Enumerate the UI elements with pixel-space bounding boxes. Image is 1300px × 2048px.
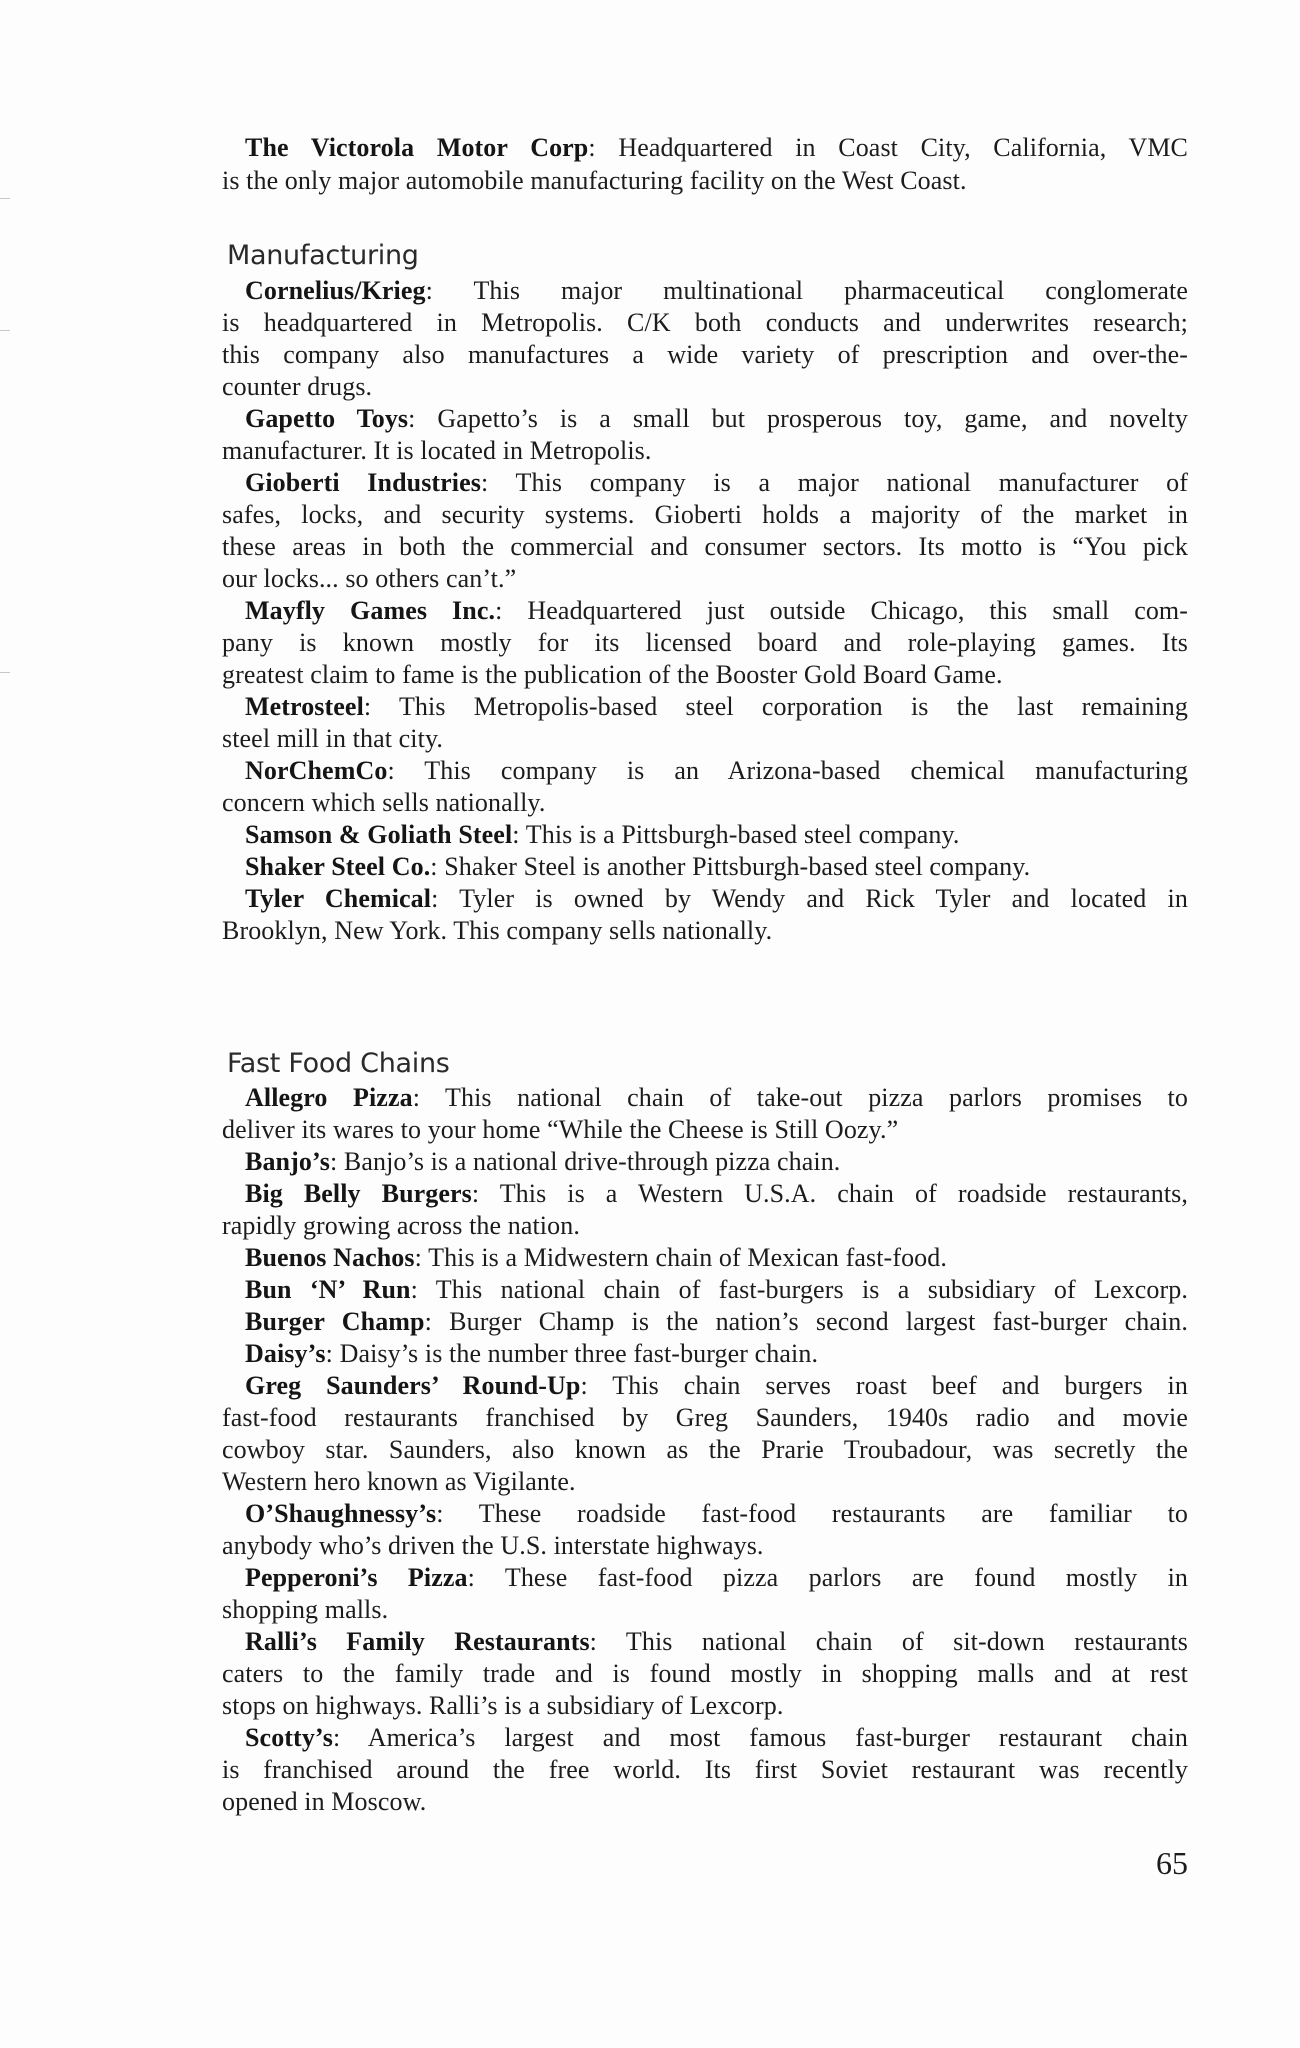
entry-line: Pepperoni’s Pizza: These fast-food pizza parlors are found mostly in xyxy=(245,1563,1188,1592)
page-number: 65 xyxy=(1156,1845,1188,1881)
scan-artifact xyxy=(0,198,10,199)
entry-line: Western hero known as Vigilante. xyxy=(222,1467,576,1496)
entry-name: Metrosteel xyxy=(245,692,364,721)
entry-name: Banjo’s xyxy=(245,1147,330,1176)
entry-line: Big Belly Burgers: This is a Western U.S.A. chain of roadside restaurants, xyxy=(245,1179,1188,1208)
entry-name: Buenos Nachos xyxy=(245,1243,415,1272)
entry-line: shopping malls. xyxy=(222,1595,389,1624)
entry-line: Greg Saunders’ Round-Up: This chain serves roast beef and burgers in xyxy=(245,1371,1188,1400)
entry-name: Burger Champ xyxy=(245,1307,425,1336)
entry-line: Burger Champ: Burger Champ is the nation’s second largest fast-burger chain. xyxy=(245,1307,1188,1336)
entry-line: Banjo’s: Banjo’s is a national drive-through pizza chain. xyxy=(245,1147,841,1176)
scan-artifact xyxy=(0,330,10,331)
entry-name: NorChemCo xyxy=(245,756,388,785)
entry-name: Mayfly Games Inc. xyxy=(245,596,496,625)
entry-line: NorChemCo: This company is an Arizona-based chemical manufacturing xyxy=(245,756,1188,785)
entry-line: counter drugs. xyxy=(222,372,373,401)
entry-line: manufacturer. It is located in Metropolis. xyxy=(222,436,652,465)
entry-line: cowboy star. Saunders, also known as the Prarie Troubadour, was secretly the xyxy=(222,1435,1188,1464)
entry-name: Scotty’s xyxy=(245,1723,333,1752)
section-heading-manufacturing: Manufacturing xyxy=(227,240,419,271)
entry-line: Ralli’s Family Restaurants: This national chain of sit-down restaurants xyxy=(245,1627,1188,1656)
entry-line: The Victorola Motor Corp: Headquartered in Coast City, California, VMC xyxy=(245,133,1188,162)
entry-line: Samson & Goliath Steel: This is a Pittsburgh-based steel company. xyxy=(245,820,960,849)
entry-line: is franchised around the free world. Its first Soviet restaurant was recently xyxy=(222,1755,1188,1784)
entry-line: Bun ‘N’ Run: This national chain of fast-burgers is a subsidiary of Lexcorp. xyxy=(245,1275,1188,1304)
entry-line: pany is known mostly for its licensed board and role-playing games. Its xyxy=(222,628,1188,657)
entry-line: Daisy’s: Daisy’s is the number three fast-burger chain. xyxy=(245,1339,819,1368)
entry-name: Gapetto Toys xyxy=(245,404,409,433)
entry-line: Cornelius/Krieg: This major multinational pharmaceutical conglomerate xyxy=(245,276,1188,305)
entry-name: The Victorola Motor Corp xyxy=(245,133,589,162)
entry-line: these areas in both the commercial and consumer sectors. Its motto is “You pick xyxy=(222,532,1188,561)
section-heading-fast-food-chains: Fast Food Chains xyxy=(227,1048,450,1079)
entry-line: Gioberti Industries: This company is a major national manufacturer of xyxy=(245,468,1188,497)
entry-line: Tyler Chemical: Tyler is owned by Wendy and Rick Tyler and located in xyxy=(245,884,1188,913)
entry-line: Metrosteel: This Metropolis-based steel corporation is the last remaining xyxy=(245,692,1188,721)
entry-name: Tyler Chemical xyxy=(245,884,432,913)
entry-line: steel mill in that city. xyxy=(222,724,443,753)
entry-line: safes, locks, and security systems. Gioberti holds a majority of the market in xyxy=(222,500,1188,529)
entry-line: Scotty’s: America’s largest and most famous fast-burger restaurant chain xyxy=(245,1723,1188,1752)
entry-name: Gioberti Industries xyxy=(245,468,481,497)
entry-line: Shaker Steel Co.: Shaker Steel is another Pittsburgh-based steel company. xyxy=(245,852,1031,881)
scan-artifact xyxy=(0,672,10,673)
entry-line: O’Shaughnessy’s: These roadside fast-food restaurants are familiar to xyxy=(245,1499,1188,1528)
entry-line: anybody who’s driven the U.S. interstate highways. xyxy=(222,1531,764,1560)
entry-line: opened in Moscow. xyxy=(222,1787,427,1816)
entry-name: Bun ‘N’ Run xyxy=(245,1275,411,1304)
entry-name: Pepperoni’s Pizza xyxy=(245,1563,468,1592)
entry-name: Allegro Pizza xyxy=(245,1083,413,1112)
entry-name: Shaker Steel Co. xyxy=(245,852,431,881)
entry-name: Samson & Goliath Steel xyxy=(245,820,513,849)
entry-line: concern which sells nationally. xyxy=(222,788,546,817)
entry-name: Cornelius/Krieg xyxy=(245,276,426,305)
entry-name: Greg Saunders’ Round-Up xyxy=(245,1371,581,1400)
entry-line: this company also manufactures a wide variety of prescription and over-the- xyxy=(222,340,1188,369)
entry-line: Brooklyn, New York. This company sells nationally. xyxy=(222,916,773,945)
entry-line: deliver its wares to your home “While the Cheese is Still Oozy.” xyxy=(222,1115,899,1144)
entry-name: Daisy’s xyxy=(245,1339,326,1368)
entry-name: Ralli’s Family Restaurants xyxy=(245,1627,590,1656)
entry-line: fast-food restaurants franchised by Greg Saunders, 1940s radio and movie xyxy=(222,1403,1188,1432)
entry-name: Big Belly Burgers xyxy=(245,1179,472,1208)
entry-line: is the only major automobile manufacturing facility on the West Coast. xyxy=(222,166,967,195)
entry-line: Buenos Nachos: This is a Midwestern chain of Mexican fast-food. xyxy=(245,1243,947,1272)
entry-line: caters to the family trade and is found mostly in shopping malls and at rest xyxy=(222,1659,1188,1688)
entry-line: is headquartered in Metropolis. C/K both conducts and underwrites research; xyxy=(222,308,1188,337)
entry-line: our locks... so others can’t.” xyxy=(222,564,517,593)
entry-line: rapidly growing across the nation. xyxy=(222,1211,580,1240)
entry-line: Allegro Pizza: This national chain of take-out pizza parlors promises to xyxy=(245,1083,1188,1112)
entry-line: greatest claim to fame is the publication of the Booster Gold Board Game. xyxy=(222,660,1003,689)
entry-line: Gapetto Toys: Gapetto’s is a small but prosperous toy, game, and novelty xyxy=(245,404,1188,433)
entry-line: stops on highways. Ralli’s is a subsidiary of Lexcorp. xyxy=(222,1691,784,1720)
entry-line: Mayfly Games Inc.: Headquartered just outside Chicago, this small com- xyxy=(245,596,1189,625)
entry-name: O’Shaughnessy’s xyxy=(245,1499,437,1528)
